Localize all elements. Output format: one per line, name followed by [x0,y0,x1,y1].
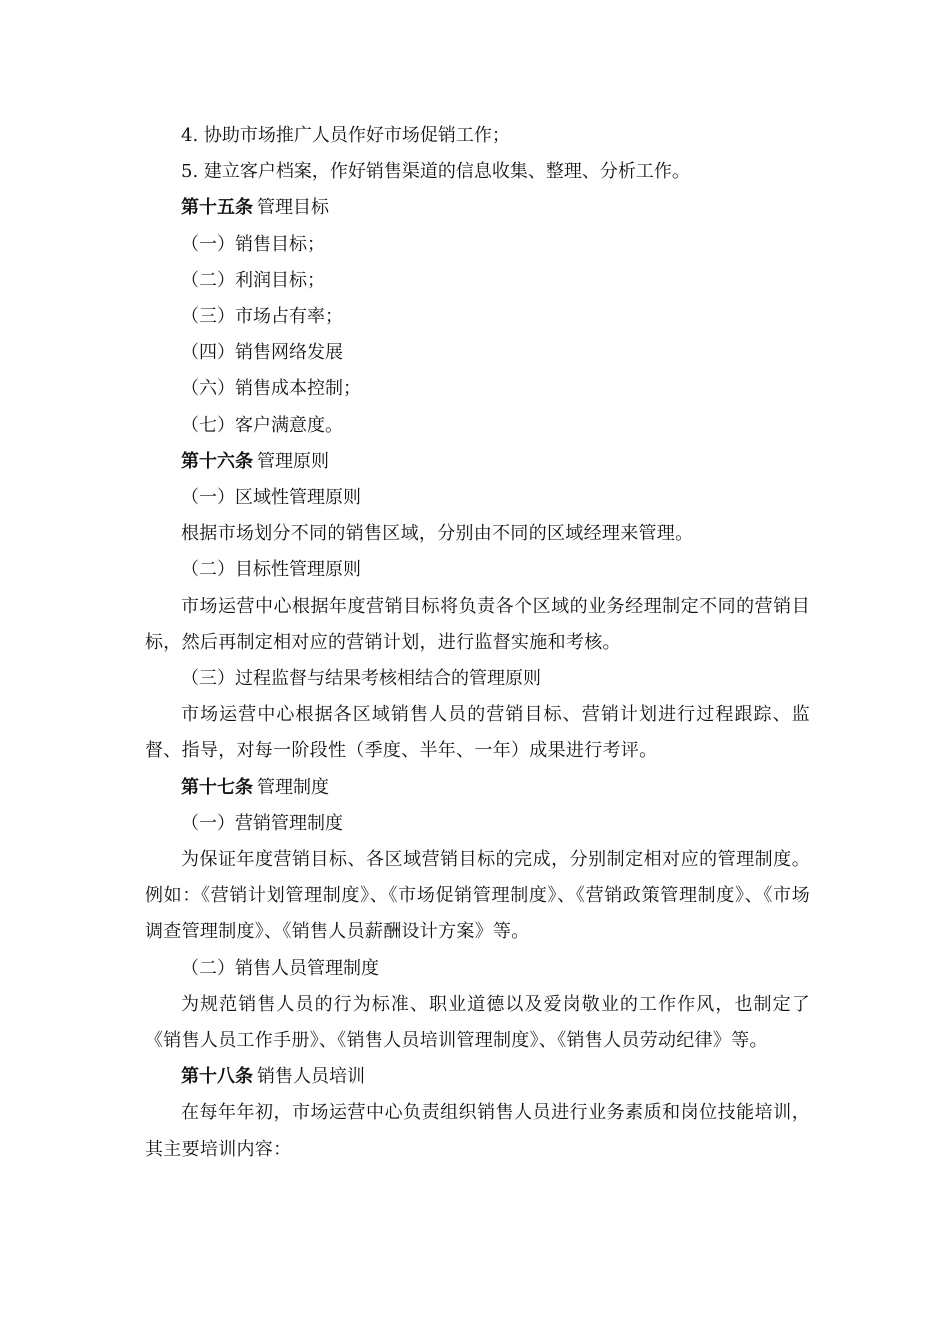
list-item: （一）销售目标； [181,233,325,255]
list-item: 5. 建立客户档案，作好销售渠道的信息收集、整理、分析工作。 [181,161,690,183]
list-item: （六）销售成本控制； [181,378,361,400]
subheading: （一）营销管理制度 [181,812,343,834]
paragraph: 为保证年度营销目标、各区域营销目标的完成，分别制定相对应的管理制度。例如：《营销计划管理制度》、《市场促销管理制度》、《营销政策管理制度》、《市场调查管理制度》、《销售人员薪酬设计方案》等。 [145,849,810,943]
article-title: 销售人员培训 [257,1066,365,1088]
list-item: 4. 协助市场推广人员作好市场促销工作； [181,125,510,146]
subheading: （一）区域性管理原则 [181,487,361,509]
paragraph: 市场运营中心根据各区域销售人员的营销目标、营销计划进行过程跟踪、监督、指导，对每一阶段性（季度、半年、一年）成果进行考评。 [145,704,810,762]
article-16-heading [145,444,810,480]
subheading: （三）过程监督与结果考核相结合的管理原则 [181,668,541,690]
list-item: （三）市场占有率； [181,306,343,328]
paragraph: 在每年年初，市场运营中心负责组织销售人员进行业务素质和岗位技能培训，其主要培训内容： [145,1102,810,1160]
article-18-heading [145,1059,810,1095]
list-item: （四）销售网络发展 [181,342,343,364]
article-number: 第十六条 [181,450,253,472]
paragraph: 根据市场划分不同的销售区域，分别由不同的区域经理来管理。 [181,523,694,545]
article-15-heading [145,190,810,226]
list-item: （二）利润目标； [181,269,325,291]
subheading: （二）目标性管理原则 [181,559,361,581]
article-title: 管理原则 [257,450,329,472]
article-number: 第十五条 [181,197,253,219]
paragraph: 为规范销售人员的行为标准、职业道德以及爱岗敬业的工作作风，也制定了《销售人员工作手册》、《销售人员培训管理制度》、《销售人员劳动纪律》等。 [145,993,810,1052]
article-number: 第十八条 [181,1066,253,1088]
paragraph: 市场运营中心根据年度营销目标将负责各个区域的业务经理制定不同的营销目标，然后再制定相对应的营销计划，进行监督实施和考核。 [145,595,810,653]
article-17-heading [145,770,810,806]
list-item: （七）客户满意度。 [181,414,343,436]
article-number: 第十七条 [181,776,253,798]
document-page [145,118,810,1168]
article-title: 管理制度 [257,776,329,798]
subheading: （二）销售人员管理制度 [181,957,379,979]
article-title: 管理目标 [257,197,329,219]
